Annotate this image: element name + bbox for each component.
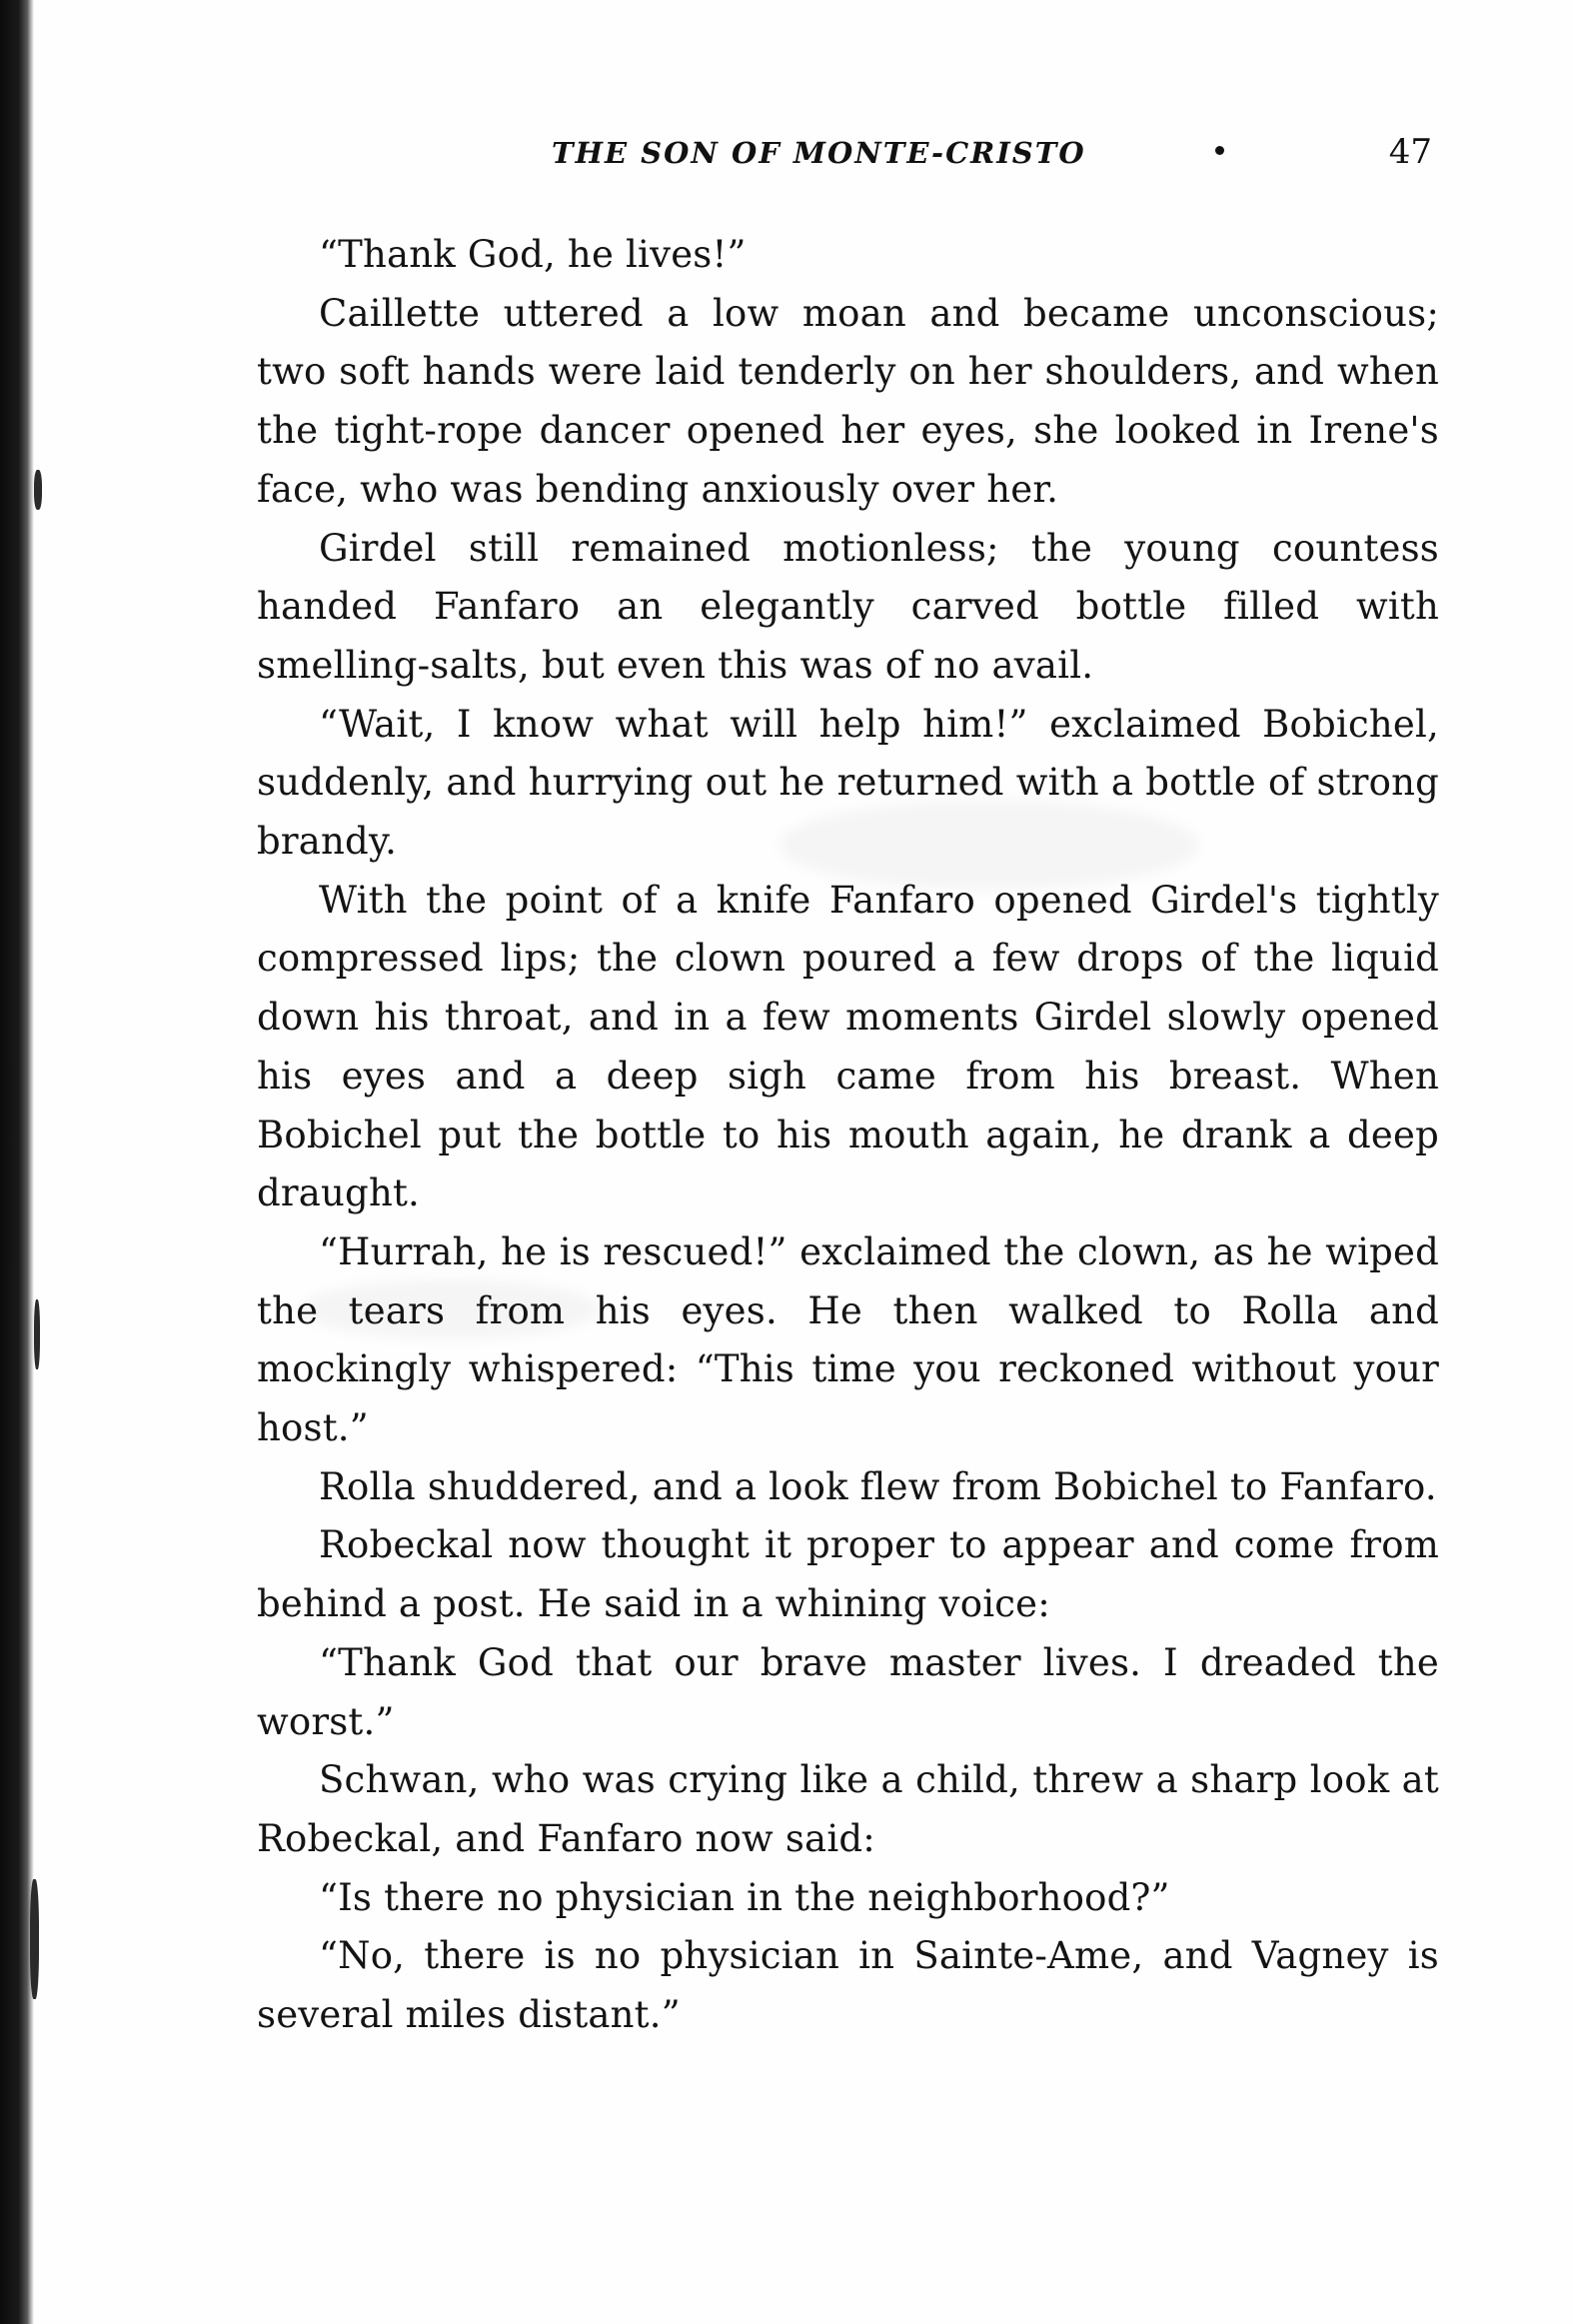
paragraph: “Hurrah, he is rescued!” exclaimed the clown, as he wiped the tears from his eyes. He then walked to Rolla and mockingly whispered: “This time you reckoned without your host.” [257, 1229, 1439, 1450]
paragraph: With the point of a knife Fanfaro opened Girdel's tightly compressed lips; the clown poured a few drops of the liquid down his throat, and in a few moments Girdel slowly opened his eyes and a deep sigh came from his breast. When Bobichel put the bottle to his mouth again, he drank a deep draught. [257, 878, 1439, 1215]
running-header [256, 128, 1440, 188]
paragraph: Rolla shuddered, and a look flew from Bobichel to Fanfaro. [319, 1464, 1437, 1508]
running-title: THE SON OF MONTE-CRISTO [552, 136, 1086, 170]
header-dot [1215, 146, 1224, 155]
paragraph: “Is there no physician in the neighborhood?” [319, 1875, 1170, 1919]
paragraph: Caillette uttered a low moan and became unconscious; two soft hands were laid tenderly on her shoulders, and when the tight-rope dancer opened her eyes, she looked in Irene's face, who was bending anxiously over her. [257, 291, 1439, 511]
body-text [257, 226, 1439, 2045]
paragraph: “No, there is no physician in Sainte-Ame, and Vagney is several miles distant.” [257, 1934, 1439, 2037]
page-number: 47 [1388, 132, 1432, 172]
paragraph: “Thank God, he lives!” [319, 233, 747, 276]
paragraph: Robeckal now thought it proper to appear and come from behind a post. He said in a whining voice: [257, 1523, 1439, 1626]
paragraph: “Thank God that our brave master lives. I dreaded the worst.” [257, 1640, 1439, 1743]
paragraph: Schwan, who was crying like a child, threw a sharp look at Robeckal, and Fanfaro now said: [257, 1758, 1439, 1860]
page-binding-edge [0, 0, 34, 2324]
paragraph: “Wait, I know what will help him!” exclaimed Bobichel, suddenly, and hurrying out he returned with a bottle of strong brandy. [257, 702, 1439, 864]
binding-speck [34, 1299, 40, 1369]
binding-speck [34, 470, 42, 510]
paragraph: Girdel still remained motionless; the young countess handed Fanfaro an elegantly carved bottle filled with smelling-salts, but even this was of no avail. [257, 526, 1439, 687]
binding-speck [30, 1879, 39, 1999]
